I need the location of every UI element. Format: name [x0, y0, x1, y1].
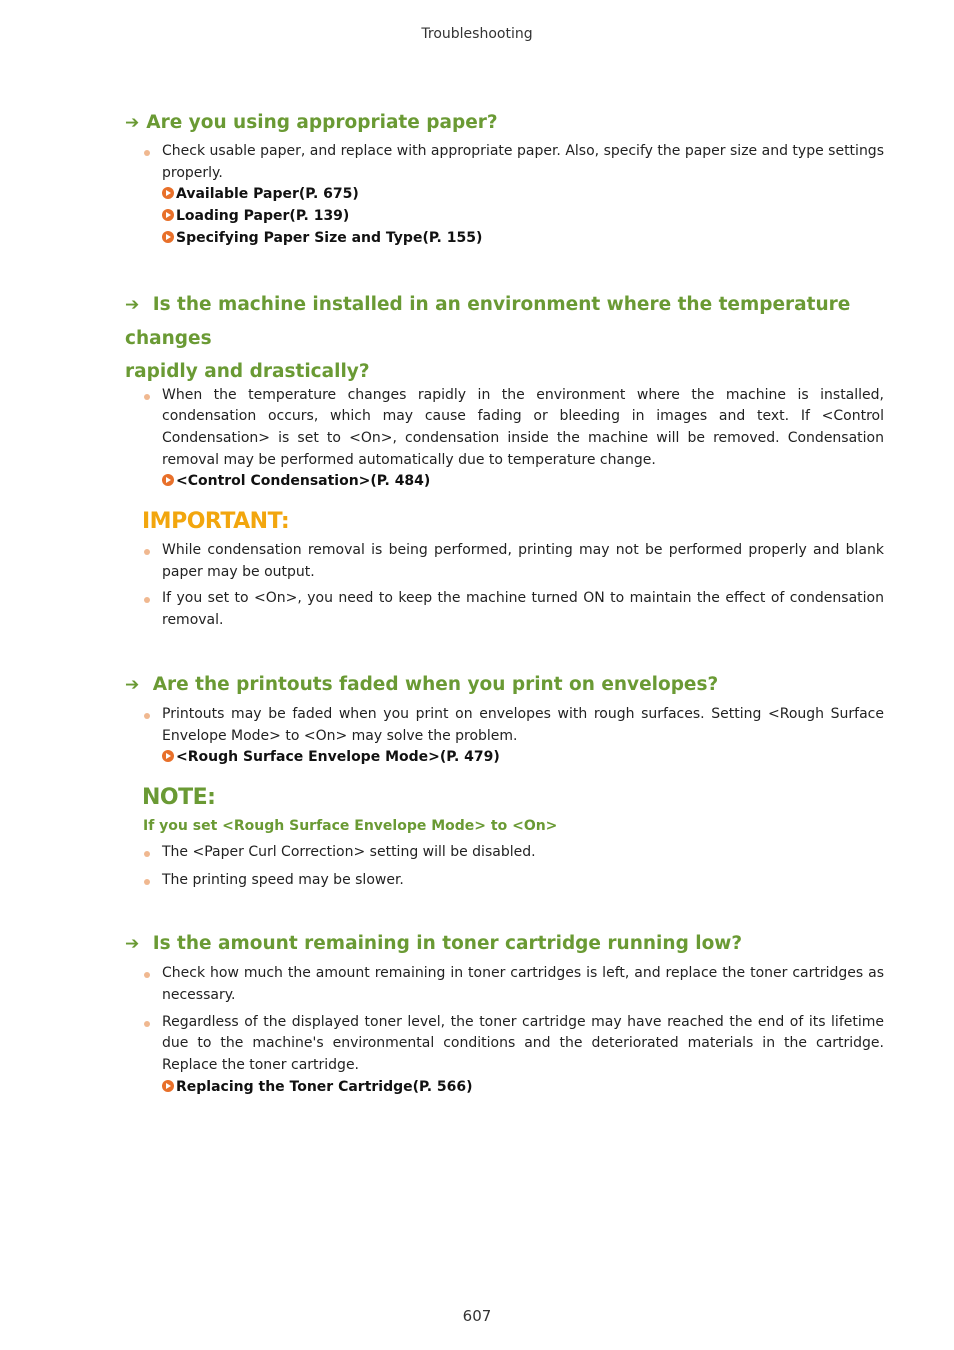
play-circle-icon	[162, 1080, 174, 1092]
bullet-list	[125, 385, 884, 494]
bullet-text: The <Paper Curl Correction> setting will be disabled.	[162, 843, 536, 860]
link-text: <Rough Surface Envelope Mode>(P. 479)	[176, 749, 500, 766]
heading-text: Is the amount remaining in toner cartridge running low?	[152, 933, 743, 955]
important-title: IMPORTANT:	[142, 509, 290, 535]
link-available-paper[interactable]	[162, 184, 884, 206]
link-replacing-toner-cartridge[interactable]	[162, 1077, 884, 1099]
heading-text: Is the machine installed in an environment where the temperature changes	[125, 293, 851, 349]
bullet-text: Printouts may be faded when you print on envelopes with rough surfaces. Setting <Rough Surface Envelope Mode> to <On> may solve the problem.	[162, 705, 884, 744]
list-item	[125, 141, 884, 250]
bullet-text: When the temperature changes rapidly in the environment where the machine is installed, condensation occurs, which may cause fading or bleeding in images and text. If <Control Condensation> is set to <On>, condensation inside the machine will be removed. Condensation removal may be performed automatically due to temperature change.	[162, 386, 884, 468]
bullet-list	[125, 963, 884, 1098]
section-heading-temperature	[125, 288, 884, 388]
bullet-dot	[144, 879, 150, 885]
bullet-dot	[144, 713, 150, 719]
list-item	[125, 870, 884, 892]
bullet-text: Check how much the amount remaining in toner cartridges is left, and replace the toner cartridges as necessary.	[162, 965, 884, 1004]
bullet-text: Check usable paper, and replace with appropriate paper. Also, specify the paper size and type settings properly.	[162, 143, 884, 181]
play-circle-icon	[162, 474, 174, 486]
bullet-dot	[144, 549, 150, 555]
link-specifying-paper-size[interactable]	[162, 228, 884, 250]
section-heading-envelopes	[125, 668, 884, 702]
bullet-dot	[144, 150, 150, 156]
link-text: Specifying Paper Size and Type(P. 155)	[176, 229, 483, 246]
bullet-list	[125, 141, 884, 250]
bullet-list	[125, 704, 884, 769]
bullet-text: Regardless of the displayed toner level, the toner cartridge may have reached the end of its lifetime due to the machine's environmental conditions and the deteriorated materials in the cartridge. Replace the toner cartridge.	[162, 1013, 884, 1074]
play-circle-icon	[162, 209, 174, 221]
arrow-right-icon: ➔	[125, 674, 140, 695]
arrow-right-icon: ➔	[125, 113, 140, 133]
bullet-dot	[144, 851, 150, 857]
bullet-dot	[144, 1021, 150, 1027]
running-header: Troubleshooting	[421, 26, 533, 42]
arrow-right-icon: ➔	[125, 294, 140, 315]
heading-text: rapidly and drastically?	[125, 360, 370, 382]
section-heading-paper	[125, 106, 884, 140]
link-loading-paper[interactable]	[162, 206, 884, 228]
link-rough-surface-envelope-mode[interactable]	[162, 747, 884, 769]
list-item	[125, 385, 884, 494]
bullet-text: If you set to <On>, you need to keep the machine turned ON to maintain the effect of condensation removal.	[162, 590, 884, 629]
arrow-right-icon: ➔	[125, 934, 140, 955]
bullet-text: The printing speed may be slower.	[162, 871, 404, 888]
bullet-text: While condensation removal is being performed, printing may not be performed properly and blank paper may be output.	[162, 542, 884, 580]
bullet-dot	[144, 394, 150, 400]
bullet-dot	[144, 597, 150, 603]
list-item	[125, 588, 884, 631]
page-content	[125, 106, 884, 1099]
link-text: Available Paper(P. 675)	[176, 186, 359, 203]
link-control-condensation[interactable]	[162, 471, 884, 493]
list-item	[125, 842, 884, 864]
list-item	[125, 1012, 884, 1099]
note-subhead: If you set <Rough Surface Envelope Mode> to <On>	[143, 817, 558, 834]
page-number: 607	[462, 1307, 492, 1325]
important-list	[125, 540, 884, 632]
play-circle-icon	[162, 187, 174, 199]
link-text: <Control Condensation>(P. 484)	[176, 473, 431, 490]
section-heading-toner	[125, 927, 884, 961]
list-item	[125, 963, 884, 1006]
list-item	[125, 540, 884, 583]
note-title: NOTE:	[142, 784, 216, 810]
link-text: Replacing the Toner Cartridge(P. 566)	[176, 1078, 473, 1095]
heading-text: Are you using appropriate paper?	[146, 112, 498, 133]
play-circle-icon	[162, 231, 174, 243]
note-list	[125, 842, 884, 891]
list-item	[125, 704, 884, 769]
bullet-dot	[144, 972, 150, 978]
play-circle-icon	[162, 750, 174, 762]
link-text: Loading Paper(P. 139)	[176, 208, 350, 225]
heading-text: Are the printouts faded when you print on envelopes?	[152, 673, 719, 695]
